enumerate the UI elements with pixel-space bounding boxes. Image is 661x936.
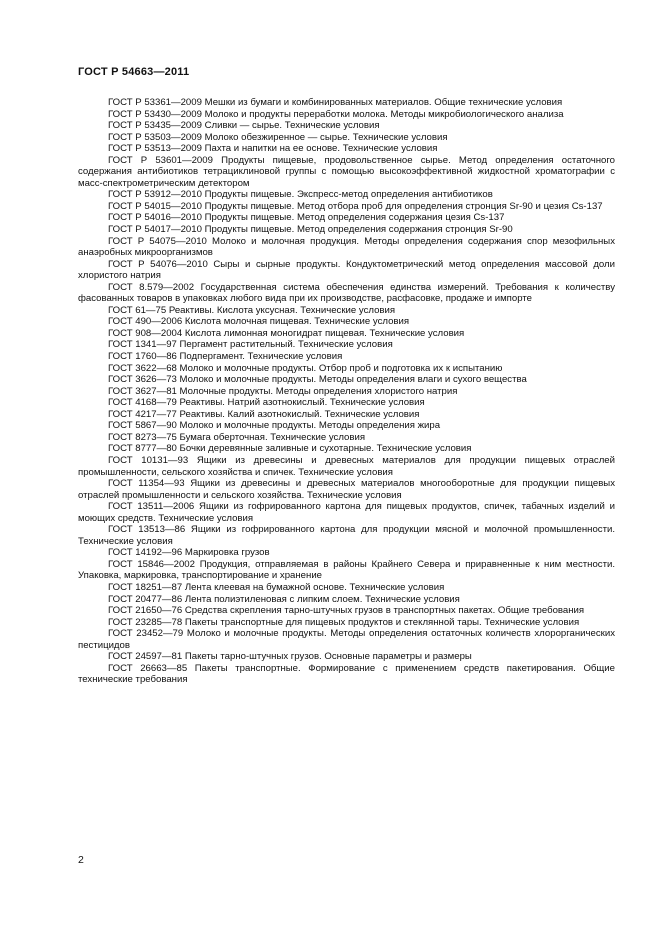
reference-entry: ГОСТ 15846—2002 Продукция, отправляемая в районы Крайнего Севера и приравненные к ним местности. Упаковка, маркировка, транспортирование и хранение <box>78 558 615 582</box>
page-number: 2 <box>78 854 84 866</box>
reference-entry: ГОСТ 490—2006 Кислота молочная пищевая. Технические условия <box>108 316 410 328</box>
reference-entry: ГОСТ 10131—93 Ящики из древесины и древесных материалов для продукции пищевых отраслей промышленности, сельского хозяйства и спичек. Технические условия <box>78 454 615 478</box>
reference-entry: ГОСТ Р 54015—2010 Продукты пищевые. Метод отбора проб для определения стронция Sr-90 и цезия Cs-137 <box>108 200 603 212</box>
reference-entry: ГОСТ 21650—76 Средства скрепления тарно-штучных грузов в транспортных пакетах. Общие требования <box>108 605 585 617</box>
reference-entry: ГОСТ 13513—86 Ящики из гофрированного картона для продукции мясной и молочной промышленности. Технические условия <box>78 524 615 547</box>
reference-entry: ГОСТ 14192—96 Маркировка грузов <box>108 547 270 559</box>
reference-entry: ГОСТ Р 53601—2009 Продукты пищевые, продовольственное сырье. Метод определения остаточного содержания антибиотиков тетрациклиновой группы с помощью высокоэффективной жидкостной хроматографии с масс-спектрометрическим детектором <box>78 154 615 189</box>
reference-entry: ГОСТ Р 54017—2010 Продукты пищевые. Метод определения содержания стронция Sr-90 <box>108 224 513 236</box>
reference-entry: ГОСТ 908—2004 Кислота лимонная моногидрат пищевая. Технические условия <box>108 327 465 339</box>
reference-entry: ГОСТ 3626—73 Молоко и молочные продукты. Методы определения влаги и сухого вещества <box>108 374 527 386</box>
reference-entry: ГОСТ Р 54076—2010 Сыры и сырные продукты. Кондуктометрический метод определения массовой доли хлористого натрия <box>78 258 615 282</box>
reference-entry: ГОСТ 8273—75 Бумага оберточная. Технические условия <box>108 431 366 443</box>
reference-entry: ГОСТ 4217—77 Реактивы. Калий азотнокислый. Технические условия <box>108 408 420 420</box>
reference-entry: ГОСТ 1760—86 Подпергамент. Технические условия <box>108 351 343 363</box>
reference-entry: ГОСТ 8777—80 Бочки деревянные заливные и сухотарные. Технические условия <box>108 443 472 455</box>
reference-entry: ГОСТ Р 53912—2010 Продукты пищевые. Экспресс-метод определения антибиотиков <box>108 189 493 201</box>
reference-entry: ГОСТ 61—75 Реактивы. Кислота уксусная. Технические условия <box>108 304 396 316</box>
document-header: ГОСТ Р 54663—2011 <box>78 66 190 78</box>
reference-entry: ГОСТ Р 53503—2009 Молоко обезжиренное — сырье. Технические условия <box>108 131 448 143</box>
reference-entry: ГОСТ Р 53435—2009 Сливки — сырье. Технические условия <box>108 120 380 132</box>
reference-entry: ГОСТ 4168—79 Реактивы. Натрий азотнокислый. Технические условия <box>108 397 425 409</box>
reference-entry: ГОСТ 3622—68 Молоко и молочные продукты. Отбор проб и подготовка их к испытанию <box>108 362 503 374</box>
reference-entry: ГОСТ 18251—87 Лента клеевая на бумажной основе. Технические условия <box>108 581 445 593</box>
normative-references-list <box>78 97 615 686</box>
reference-entry: ГОСТ Р 54016—2010 Продукты пищевые. Метод определения содержания цезия Cs-137 <box>108 212 505 224</box>
reference-entry: ГОСТ 13511—2006 Ящики из гофрированного картона для пищевых продуктов, спичек, табачных изделий и моющих средств. Технические условия <box>78 501 615 524</box>
reference-entry: ГОСТ 3627—81 Молочные продукты. Методы определения хлористого натрия <box>108 385 458 397</box>
reference-entry: ГОСТ 11354—93 Ящики из древесины и древесных материалов многооборотные для продукции пищевых отраслей промышленности и сельского хозяйства. Технические условия <box>78 478 615 501</box>
reference-entry: ГОСТ Р 54075—2010 Молоко и молочная продукция. Методы определения содержания спор мезофильных анаэробных микроорганизмов <box>78 235 615 259</box>
reference-entry: ГОСТ 5867—90 Молоко и молочные продукты. Методы определения жира <box>108 420 441 432</box>
reference-entry: ГОСТ Р 53430—2009 Молоко и продукты переработки молока. Методы микробиологического анализа <box>108 108 564 120</box>
reference-entry: ГОСТ 1341—97 Пергамент растительный. Технические условия <box>108 339 393 351</box>
reference-entry: ГОСТ Р 53361—2009 Мешки из бумаги и комбинированных материалов. Общие технические условия <box>108 97 563 108</box>
reference-entry: ГОСТ 23285—78 Пакеты транспортные для пищевых продуктов и стеклянной тары. Технические условия <box>108 616 580 628</box>
reference-entry: ГОСТ 8.579—2002 Государственная система обеспечения единства измерений. Требования к количеству фасованных товаров в упаковках любого вида при их производстве, расфасовке, продаже и импорте <box>78 281 615 305</box>
reference-entry: ГОСТ 23452—79 Молоко и молочные продукты. Методы определения остаточных количеств хлорорганических пестицидов <box>78 628 615 651</box>
reference-entry: ГОСТ Р 53513—2009 Пахта и напитки на ее основе. Технические условия <box>108 143 438 155</box>
reference-entry: ГОСТ 20477—86 Лента полиэтиленовая с липким слоем. Технические условия <box>108 593 460 605</box>
reference-entry: ГОСТ 26663—85 Пакеты транспортные. Формирование с применением средств пакетирования. Общие технические требования <box>78 662 615 686</box>
reference-entry: ГОСТ 24597—81 Пакеты тарно-штучных грузов. Основные параметры и размеры <box>108 651 472 663</box>
